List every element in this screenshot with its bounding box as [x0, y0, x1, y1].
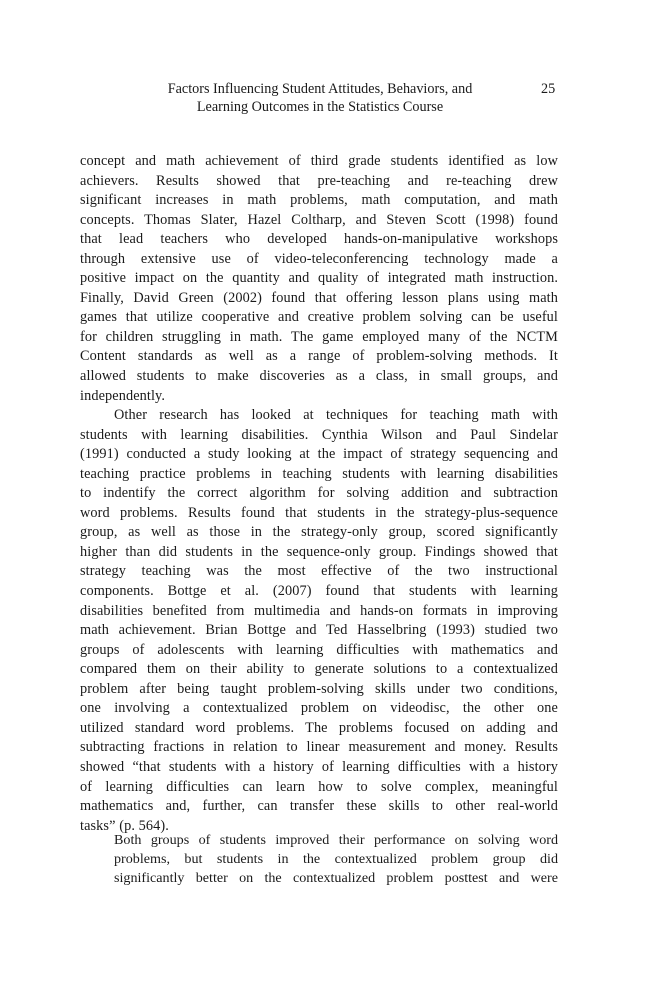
quote-line: significantly better on the contextualized problem posttest and were — [114, 869, 558, 886]
body-line: games that utilize cooperative and creative problem solving can be useful — [80, 309, 558, 326]
body-line: disabilities benefited from multimedia and hands-on formats in improving — [80, 602, 558, 619]
body-line: components. Bottge et al. (2007) found that students with learning — [80, 583, 558, 600]
body-line: concept and math achievement of third grade students identified as low — [80, 153, 558, 169]
body-line: Content standards as well as a range of problem-solving methods. It — [80, 348, 558, 365]
body-line: concepts. Thomas Slater, Hazel Coltharp, and Steven Scott (1998) found — [80, 211, 558, 228]
body-line: showed “that students with a history of learning difficulties with a history — [80, 758, 558, 775]
body-line: groups of adolescents with learning difficulties with mathematics and — [80, 641, 558, 658]
body-line: for children struggling in math. The game employed many of the NCTM — [80, 328, 558, 345]
body-line: higher than did students in the sequence-only group. Findings showed that — [80, 543, 558, 560]
body-line: that lead teachers who developed hands-on-manipulative workshops — [80, 231, 558, 248]
body-line: compared them on their ability to generate solutions to a contextualized — [80, 661, 558, 678]
body-line: word problems. Results found that students in the strategy-plus-sequence — [80, 504, 558, 521]
body-line: of learning difficulties can learn how to solve complex, meaningful — [80, 778, 558, 795]
body-line: group, as well as those in the strategy-only group, scored significantly — [80, 524, 558, 541]
body-line: strategy teaching was the most effective of the two instructional — [80, 563, 558, 580]
body-line: teaching practice problems in teaching students with learning disabilities — [80, 465, 558, 482]
body-line: Finally, David Green (2002) found that offering lesson plans using math — [80, 289, 558, 306]
body-line: through extensive use of video-teleconferencing technology made a — [80, 250, 558, 267]
body-line: allowed students to make discoveries as a class, in small groups, and — [80, 368, 558, 385]
body-line: Other research has looked at techniques for teaching math with — [114, 407, 558, 424]
body-line: (1991) conducted a study looking at the impact of strategy sequencing and — [80, 446, 558, 463]
block-quote — [114, 831, 558, 887]
body-line: significant increases in math problems, math computation, and math — [80, 192, 558, 209]
body-line: subtracting fractions in relation to linear measurement and money. Results — [80, 739, 558, 756]
body-line: mathematics and, further, can transfer these skills to other real-world — [80, 798, 558, 815]
body-line: one involving a contextualized problem on videodisc, the other one — [80, 700, 558, 717]
quote-line: Both groups of students improved their performance on solving word — [114, 832, 558, 848]
body-line: problem after being taught problem-solving skills under two conditions, — [80, 680, 558, 697]
body-line: utilized standard word problems. The problems focused on adding and — [80, 719, 558, 736]
quote-line: problems, but students in the contextualized problem group did — [114, 850, 558, 867]
body-text — [80, 152, 558, 836]
body-line: positive impact on the quantity and quality of integrated math instruction. — [80, 270, 558, 287]
running-head-line-1: Factors Influencing Student Attitudes, Behaviors, and — [167, 81, 473, 97]
body-line: to indentify the correct algorithm for solving addition and subtraction — [80, 485, 558, 502]
body-line: students with learning disabilities. Cynthia Wilson and Paul Sindelar — [80, 426, 558, 443]
body-line: math achievement. Brian Bottge and Ted Hasselbring (1993) studied two — [80, 622, 558, 639]
body-line: independently. — [80, 387, 166, 404]
running-head — [140, 80, 500, 116]
running-head-line-2: Learning Outcomes in the Statistics Course — [196, 99, 444, 115]
page-number: 25 — [541, 81, 556, 97]
body-line: tasks” (p. 564). — [80, 817, 169, 834]
body-line: achievers. Results showed that pre-teaching and re-teaching drew — [80, 172, 558, 189]
